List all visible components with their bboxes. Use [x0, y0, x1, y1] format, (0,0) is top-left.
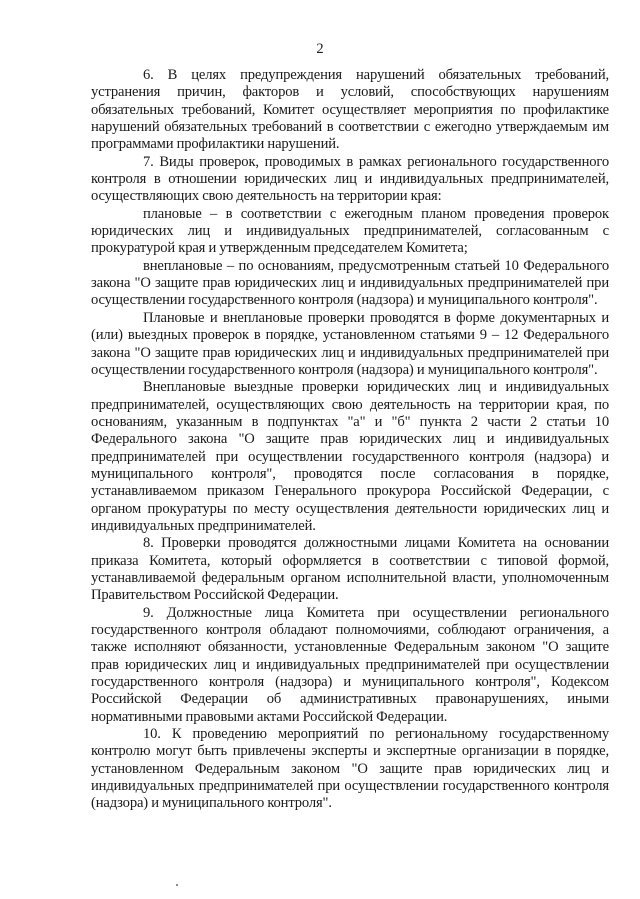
paragraph-9: 9. Должностные лица Комитета при осуществлении регионального государственного контроля обладают полномочиями, соблюдают ограничения, а также исполняют обязанности, установленные Федеральным законом "О защите прав юридических лиц и индивидуальных предпринимателей при осуществлении государственного контроля (надзора) и муниципального контроля", Кодексом Российской Федерации об административных правонарушениях, иными нормативными правовыми актами Российской Федерации. — [91, 604, 609, 725]
paragraph-7-unplanned: внеплановые – по основаниям, предусмотренным статьей 10 Федерального закона "О защите прав юридических лиц и индивидуальных предпринимателей при осуществлении государственного контроля (надзора) и муниципального контроля". — [91, 257, 609, 309]
paragraph-7: 7. Виды проверок, проводимых в рамках регионального государственного контроля в отношении юридических лиц и индивидуальных предпринимателей, осуществляющих свою деятельность на территории края: — [91, 153, 609, 205]
scan-speck — [176, 884, 178, 886]
page-number: 2 — [316, 41, 324, 57]
document-body — [91, 67, 609, 813]
paragraph-7-forms: Плановые и внеплановые проверки проводятся в форме документарных и (или) выездных проверок в порядке, установленном статьями 9 – 12 Федерального закона "О защите прав юридических лиц и индивидуальных предпринимателей при осуществлении государственного контроля (надзора) и муниципального контроля". — [91, 309, 609, 378]
paragraph-8: 8. Проверки проводятся должностными лицами Комитета на основании приказа Комитета, который оформляется в соответствии с типовой формой, устанавливаемой федеральным органом исполнительной власти, уполномоченным Правительством Российской Федерации. — [91, 535, 609, 604]
paragraph-7-onsite: Внеплановые выездные проверки юридических лиц и индивидуальных предпринимателей, осуществляющих свою деятельность на территории края, по основаниям, указанным в подпунктах "а" и "б" пункта 2 части 2 статьи 10 Федерального закона "О защите прав юридических лиц и индивидуальных предпринимателей при осуществлении государственного контроля (надзора) и муниципального контроля", проводятся после согласования в порядке, устанавливаемом приказом Генерального прокурора Российской Федерации, с органом прокуратуры по месту осуществления деятельности юридических лиц и индивидуальных предпринимателей. — [91, 379, 609, 534]
paragraph-10: 10. К проведению мероприятий по региональному государственному контролю могут быть привлечены эксперты и экспертные организации в порядке, установленном Федеральным законом "О защите прав юридических лиц и индивидуальных предпринимателей при осуществлении государственного контроля (надзора) и муниципального контроля". — [91, 726, 609, 812]
paragraph-6: 6. В целях предупреждения нарушений обязательных требований, устранения причин, факторов и условий, способствующих нарушениям обязательных требований, Комитет осуществляет мероприятия по профилактике нарушений обязательных требований в соответствии с ежегодно утверждаемым им программами профилактики нарушений. — [91, 67, 609, 153]
paragraph-7-planned: плановые – в соответствии с ежегодным планом проведения проверок юридических лиц и индивидуальных предпринимателей, согласованным с прокуратурой края и утвержденным председателем Комитета; — [91, 205, 609, 257]
